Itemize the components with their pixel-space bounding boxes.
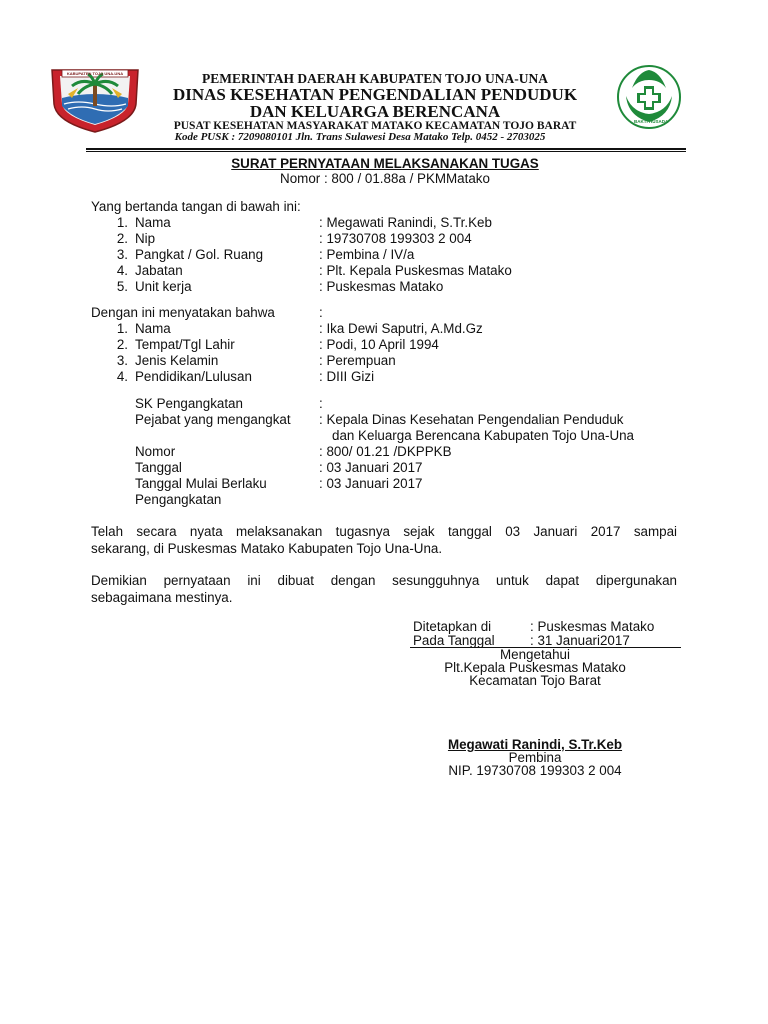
closing-paragraph-line: Demikian pernyataan ini dibuat dengan sesungguhnya untuk dapat dipergunakan	[91, 573, 677, 588]
field-value: : Podi, 10 April 1994	[319, 337, 439, 352]
acknowledge-label: Mengetahui	[500, 647, 570, 662]
subject-intro-colon: :	[319, 305, 323, 320]
field-label: Jenis Kelamin	[135, 353, 219, 368]
subject-field-row	[0, 353, 768, 369]
field-value: : Pembina / IV/a	[319, 247, 415, 262]
document-number: Nomor : 800 / 01.88a / PKMMatako	[280, 171, 490, 186]
sk-official-value-cont: dan Keluarga Berencana Kabupaten Tojo Una-Una	[332, 428, 635, 443]
sk-tanggal-label: Tanggal	[135, 460, 182, 475]
subject-field-row	[0, 337, 768, 353]
closing-paragraph-line: sebagaimana mestinya.	[91, 590, 233, 605]
subject-field-row	[0, 321, 768, 337]
sk-effective-label: Tanggal Mulai Berlaku	[135, 476, 267, 491]
place-label: Ditetapkan di	[413, 619, 492, 634]
field-number: 4.	[116, 369, 128, 384]
signer-field-row	[0, 231, 768, 247]
sk-official-label: Pejabat yang mengangkat	[135, 412, 291, 427]
sk-tanggal-value: : 03 Januari 2017	[319, 460, 423, 475]
field-label: Unit kerja	[135, 279, 192, 294]
letterhead-divider-thick	[86, 148, 686, 150]
signer-rank: Pembina	[508, 750, 562, 765]
field-value: : Megawati Ranindi, S.Tr.Keb	[319, 215, 492, 230]
statement-paragraph-line: Telah secara nyata melaksanakan tugasnya sejak tanggal 03 Januari 2017 sampai	[91, 524, 677, 539]
field-number: 4.	[116, 263, 128, 278]
sk-effective-value: : 03 Januari 2017	[319, 476, 423, 491]
field-value: : Perempuan	[319, 353, 396, 368]
sk-heading-colon: :	[319, 396, 323, 411]
field-number: 3.	[116, 247, 128, 262]
field-value: : Ika Dewi Saputri, A.Md.Gz	[319, 321, 483, 336]
letterhead-contact-line: Kode PUSK : 7209080101 Jln. Trans Sulawesi Desa Matako Telp. 0452 - 2703025	[174, 131, 546, 143]
field-value: : 19730708 199303 2 004	[319, 231, 472, 246]
field-label: Nama	[135, 321, 171, 336]
field-number: 2.	[116, 231, 128, 246]
field-value: : DIII Gizi	[319, 369, 375, 384]
field-label: Nip	[135, 231, 156, 246]
field-label: Tempat/Tgl Lahir	[135, 337, 235, 352]
signer-name: Megawati Ranindi, S.Tr.Keb	[447, 737, 623, 752]
letterhead-puskesmas-line: PUSAT KESEHATAN MASYARAKAT MATAKO KECAMATAN TOJO BARAT	[173, 120, 577, 132]
bakti-husada-logo-text: BAKTI HUSADA	[634, 119, 669, 124]
signer-field-row	[0, 279, 768, 295]
field-number: 3.	[116, 353, 128, 368]
sk-heading: SK Pengangkatan	[135, 396, 243, 411]
field-number: 5.	[116, 279, 128, 294]
letterhead-divider-thin	[86, 151, 686, 152]
field-label: Pangkat / Gol. Ruang	[135, 247, 264, 262]
field-number: 1.	[116, 215, 128, 230]
signer-field-row	[0, 263, 768, 279]
sk-nomor-label: Nomor	[135, 444, 176, 459]
subject-intro: Dengan ini menyatakan bahwa	[91, 305, 275, 320]
regency-emblem-logo	[48, 64, 142, 134]
field-number: 2.	[116, 337, 128, 352]
letterhead-government-line: PEMERINTAH DAERAH KABUPATEN TOJO UNA-UNA	[201, 71, 549, 86]
field-label: Nama	[135, 215, 171, 230]
field-value: : Puskesmas Matako	[319, 279, 444, 294]
field-number: 1.	[116, 321, 128, 336]
signer-field-row	[0, 215, 768, 231]
signer-nip: NIP. 19730708 199303 2 004	[448, 763, 622, 778]
bakti-husada-logo	[616, 62, 682, 134]
regency-emblem-text: KABUPATEN TOJO UNA-UNA	[66, 71, 124, 76]
field-label: Pendidikan/Lulusan	[135, 369, 252, 384]
document-title: SURAT PERNYATAAN MELAKSANAKAN TUGAS	[231, 156, 539, 171]
sk-effective-label-cont: Pengangkatan	[135, 492, 222, 507]
letterhead-agency-line: DINAS KESEHATAN PENGENDALIAN PENDUDUK	[172, 85, 578, 104]
signer-intro: Yang bertanda tangan di bawah ini:	[91, 199, 301, 214]
signer-position-cont: Kecamatan Tojo Barat	[469, 673, 601, 688]
sk-nomor-value: : 800/ 01.21 /DKPPKB	[319, 444, 452, 459]
date-value: : 31 Januari2017	[530, 633, 630, 648]
sk-official-value: : Kepala Dinas Kesehatan Pengendalian Penduduk	[319, 412, 624, 427]
signer-field-row	[0, 247, 768, 263]
place-value: : Puskesmas Matako	[530, 619, 655, 634]
date-label: Pada Tanggal	[413, 633, 495, 648]
field-label: Jabatan	[135, 263, 183, 278]
field-value: : Plt. Kepala Puskesmas Matako	[319, 263, 512, 278]
statement-paragraph-line: sekarang, di Puskesmas Matako Kabupaten Tojo Una-Una.	[91, 541, 443, 556]
signer-position: Plt.Kepala Puskesmas Matako	[444, 660, 626, 675]
letterhead-agency-line-2: DAN KELUARGA BERENCANA	[249, 102, 501, 121]
subject-field-row	[0, 369, 768, 385]
